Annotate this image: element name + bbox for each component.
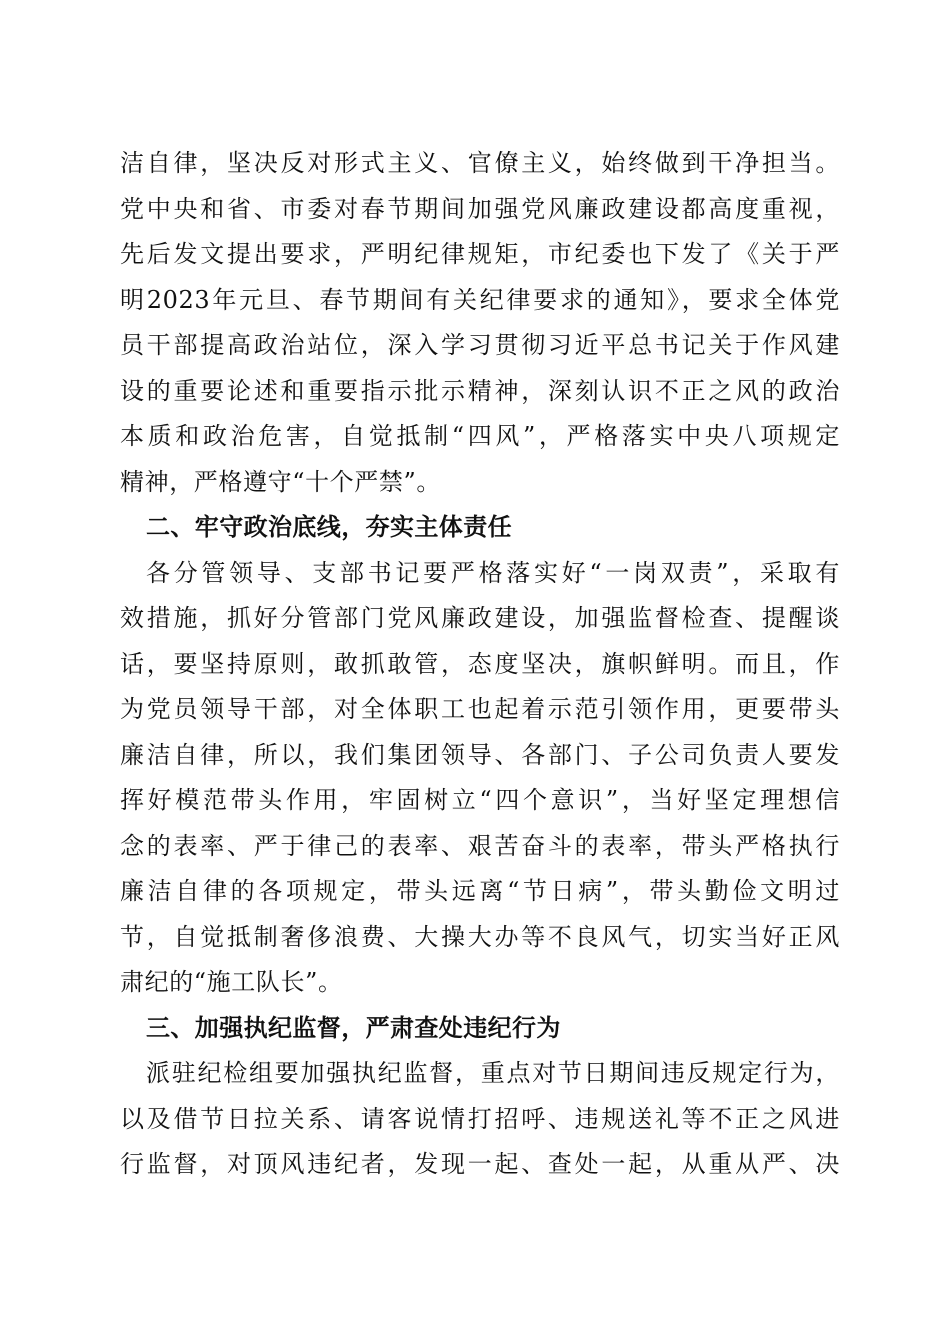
paragraph-line: 话，要坚持原则，敢抓敢管，态度坚决，旗帜鲜明。而且，作 <box>120 649 840 678</box>
paragraph-line: 挥好模范带头作用，牢固树立“四个意识”，当好坚定理想信 <box>120 786 840 814</box>
paragraph-line: 以及借节日拉关系、请客说情打招呼、违规送礼等不正之风进 <box>120 1104 840 1133</box>
paragraph-line: 廉洁自律，所以，我们集团领导、各部门、子公司负责人要发 <box>120 740 840 769</box>
paragraph-line: 党中央和省、市委对春节期间加强党风廉政建设都高度重视， <box>120 194 840 223</box>
paragraph-line: 各分管领导、支部书记要严格落实好“一岗双责”，采取有 <box>146 558 840 587</box>
paragraph-line: 节，自觉抵制奢侈浪费、大操大办等不良风气，切实当好正风 <box>120 922 840 951</box>
paragraph-line: 员干部提高政治站位，深入学习贯彻习近平总书记关于作风建 <box>120 331 840 359</box>
paragraph-line: 明2023年元旦、春节期间有关纪律要求的通知》，要求全体党 <box>120 285 840 314</box>
paragraph-line: 为党员领导干部，对全体职工也起着示范引领作用，更要带头 <box>120 695 840 723</box>
paragraph-line: 行监督，对顶风违纪者，发现一起、查处一起，从重从严、决 <box>120 1150 840 1178</box>
paragraph-line: 派驻纪检组要加强执纪监督，重点对节日期间违反规定行为， <box>146 1059 840 1087</box>
section-heading: 三、加强执纪监督，严肃查处违纪行为 <box>146 1013 561 1042</box>
paragraph-line: 洁自律，坚决反对形式主义、官僚主义，始终做到干净担当。 <box>120 149 840 177</box>
paragraph-line: 设的重要论述和重要指示批示精神，深刻认识不正之风的政治 <box>120 376 840 405</box>
paragraph-line: 精神，严格遵守“十个严禁”。 <box>120 467 441 496</box>
paragraph-line: 廉洁自律的各项规定，带头远离“节日病”，带头勤俭文明过 <box>120 877 840 905</box>
paragraph-line: 先后发文提出要求，严明纪律规矩，市纪委也下发了《关于严 <box>120 240 840 268</box>
document-body <box>120 141 840 1188</box>
paragraph-line: 本质和政治危害，自觉抵制“四风”，严格落实中央八项规定 <box>120 422 840 450</box>
paragraph-line: 效措施，抓好分管部门党风廉政建设，加强监督检查、提醒谈 <box>120 604 840 632</box>
paragraph-line: 肃纪的“施工队长”。 <box>120 968 343 996</box>
section-heading: 二、牢守政治底线，夯实主体责任 <box>146 513 512 541</box>
paragraph-line: 念的表率、严于律己的表率、艰苦奋斗的表率，带头严格执行 <box>120 831 840 860</box>
